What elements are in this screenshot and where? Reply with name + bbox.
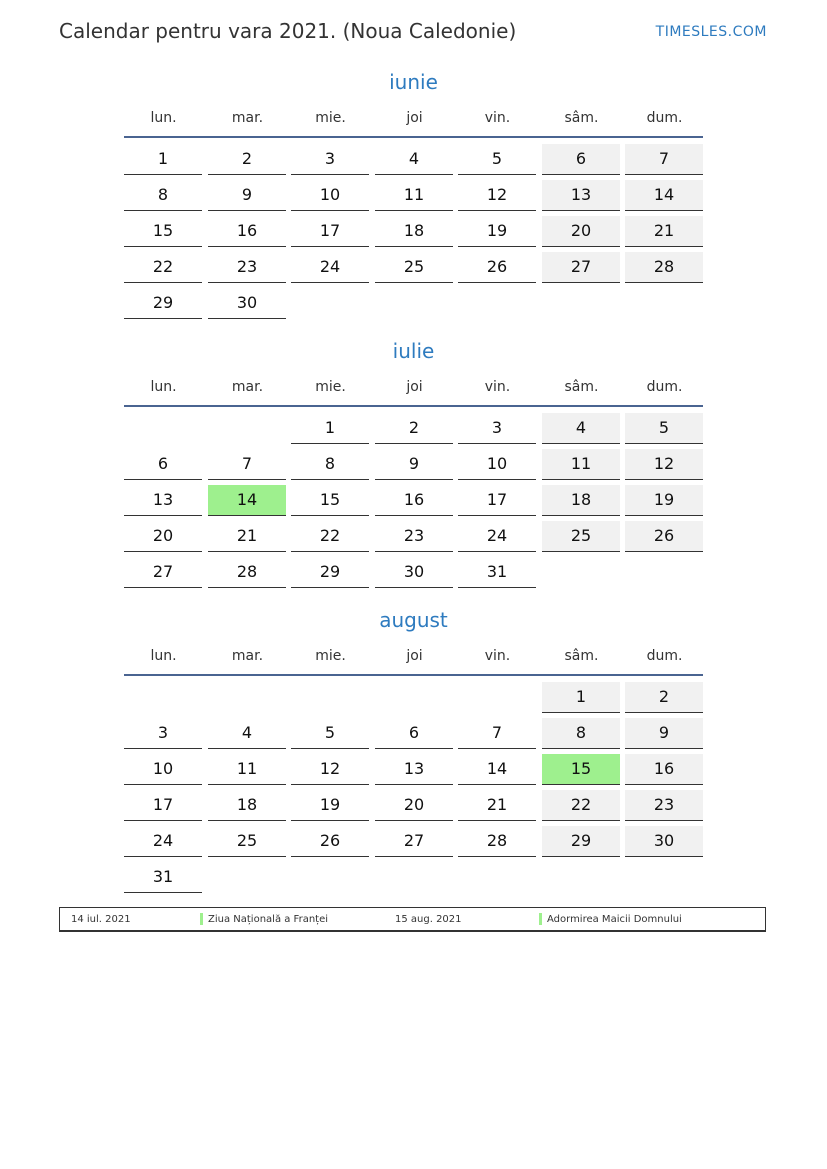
day-cell: 9 xyxy=(625,718,703,749)
legend-holiday-name: Adormirea Maicii Domnului xyxy=(547,914,682,925)
day-cell: 7 xyxy=(625,144,703,175)
day-cell: 16 xyxy=(208,216,286,247)
day-cell: 6 xyxy=(375,718,453,749)
day-cell: 30 xyxy=(208,288,286,319)
weekday-label: dum. xyxy=(646,110,683,126)
day-cell: 18 xyxy=(375,216,453,247)
weekday-label: dum. xyxy=(646,379,683,395)
legend-date: 14 iul. 2021 xyxy=(71,914,131,925)
day-cell: 23 xyxy=(208,252,286,283)
day-cell: 28 xyxy=(208,557,286,588)
day-cell: 5 xyxy=(291,718,369,749)
legend-color-swatch xyxy=(539,913,542,925)
day-cell: 21 xyxy=(625,216,703,247)
day-cell: 29 xyxy=(291,557,369,588)
day-cell: 26 xyxy=(458,252,536,283)
legend-holiday-name: Ziua Națională a Franței xyxy=(208,914,329,925)
day-cell: 8 xyxy=(542,718,620,749)
day-cell: 17 xyxy=(291,216,369,247)
day-cell: 1 xyxy=(542,682,620,713)
holiday-legend xyxy=(59,907,766,932)
weekday-label: vin. xyxy=(484,648,511,664)
weekday-label: sâm. xyxy=(564,379,599,395)
day-cell: 12 xyxy=(291,754,369,785)
day-cell: 18 xyxy=(542,485,620,516)
day-cell: 23 xyxy=(375,521,453,552)
weekday-label: joi xyxy=(406,648,423,664)
day-cell: 24 xyxy=(124,826,202,857)
weekday-label: mie. xyxy=(315,379,346,395)
month-title: august xyxy=(379,608,448,632)
day-cell: 13 xyxy=(542,180,620,211)
weekday-label: sâm. xyxy=(564,110,599,126)
weekday-label: vin. xyxy=(484,110,511,126)
day-cell: 13 xyxy=(124,485,202,516)
weekday-label: joi xyxy=(406,110,423,126)
day-cell: 9 xyxy=(208,180,286,211)
day-cell: 16 xyxy=(375,485,453,516)
day-cell: 24 xyxy=(458,521,536,552)
weekday-label: mie. xyxy=(315,110,346,126)
day-cell: 29 xyxy=(124,288,202,319)
day-cell: 22 xyxy=(291,521,369,552)
day-cell: 26 xyxy=(625,521,703,552)
day-cell: 30 xyxy=(625,826,703,857)
day-cell: 14 xyxy=(458,754,536,785)
month-title: iunie xyxy=(389,70,438,94)
day-cell: 20 xyxy=(375,790,453,821)
day-cell: 2 xyxy=(625,682,703,713)
day-cell: 28 xyxy=(458,826,536,857)
weekday-label: lun. xyxy=(150,110,177,126)
day-cell: 14 xyxy=(625,180,703,211)
weekday-label: lun. xyxy=(150,648,177,664)
day-cell: 11 xyxy=(542,449,620,480)
brand-link[interactable]: TIMESLES.COM xyxy=(655,24,767,40)
day-cell: 5 xyxy=(458,144,536,175)
day-cell: 13 xyxy=(375,754,453,785)
day-cell: 3 xyxy=(291,144,369,175)
day-cell: 2 xyxy=(208,144,286,175)
day-cell: 24 xyxy=(291,252,369,283)
day-cell: 27 xyxy=(124,557,202,588)
day-cell: 22 xyxy=(124,252,202,283)
header-divider xyxy=(124,674,703,676)
day-cell: 3 xyxy=(124,718,202,749)
day-cell: 12 xyxy=(458,180,536,211)
legend-date: 15 aug. 2021 xyxy=(395,914,462,925)
weekday-label: vin. xyxy=(484,379,511,395)
day-cell: 25 xyxy=(208,826,286,857)
month-title: iulie xyxy=(392,339,435,363)
day-cell: 10 xyxy=(124,754,202,785)
day-cell: 21 xyxy=(208,521,286,552)
day-cell: 25 xyxy=(375,252,453,283)
day-cell: 11 xyxy=(208,754,286,785)
day-cell: 12 xyxy=(625,449,703,480)
weekday-label: joi xyxy=(406,379,423,395)
day-cell: 18 xyxy=(208,790,286,821)
day-cell: 4 xyxy=(542,413,620,444)
day-cell: 30 xyxy=(375,557,453,588)
day-cell: 20 xyxy=(542,216,620,247)
day-cell: 2 xyxy=(375,413,453,444)
weekday-label: mie. xyxy=(315,648,346,664)
day-cell: 11 xyxy=(375,180,453,211)
day-cell: 7 xyxy=(458,718,536,749)
header-divider xyxy=(124,136,703,138)
weekday-label: mar. xyxy=(231,648,264,664)
day-cell: 4 xyxy=(375,144,453,175)
day-cell: 19 xyxy=(291,790,369,821)
day-cell: 27 xyxy=(542,252,620,283)
day-cell: 6 xyxy=(124,449,202,480)
day-cell: 15 xyxy=(291,485,369,516)
weekday-label: mar. xyxy=(231,379,264,395)
day-cell: 23 xyxy=(625,790,703,821)
day-cell: 26 xyxy=(291,826,369,857)
day-cell: 29 xyxy=(542,826,620,857)
day-cell: 3 xyxy=(458,413,536,444)
day-cell: 27 xyxy=(375,826,453,857)
day-cell: 7 xyxy=(208,449,286,480)
weekday-label: sâm. xyxy=(564,648,599,664)
legend-color-swatch xyxy=(200,913,203,925)
day-cell: 19 xyxy=(458,216,536,247)
day-cell: 22 xyxy=(542,790,620,821)
day-cell: 28 xyxy=(625,252,703,283)
holiday-day-cell: 14 xyxy=(208,485,286,516)
header-divider xyxy=(124,405,703,407)
day-cell: 19 xyxy=(625,485,703,516)
day-cell: 16 xyxy=(625,754,703,785)
day-cell: 21 xyxy=(458,790,536,821)
day-cell: 1 xyxy=(124,144,202,175)
day-cell: 8 xyxy=(291,449,369,480)
day-cell: 31 xyxy=(458,557,536,588)
day-cell: 15 xyxy=(124,216,202,247)
day-cell: 10 xyxy=(458,449,536,480)
day-cell: 17 xyxy=(458,485,536,516)
day-cell: 6 xyxy=(542,144,620,175)
day-cell: 4 xyxy=(208,718,286,749)
day-cell: 1 xyxy=(291,413,369,444)
day-cell: 5 xyxy=(625,413,703,444)
day-cell: 31 xyxy=(124,862,202,893)
weekday-label: mar. xyxy=(231,110,264,126)
page-title: Calendar pentru vara 2021. (Noua Caledonie) xyxy=(59,19,517,43)
day-cell: 9 xyxy=(375,449,453,480)
day-cell: 10 xyxy=(291,180,369,211)
day-cell: 8 xyxy=(124,180,202,211)
holiday-day-cell: 15 xyxy=(542,754,620,785)
day-cell: 17 xyxy=(124,790,202,821)
weekday-label: dum. xyxy=(646,648,683,664)
weekday-label: lun. xyxy=(150,379,177,395)
day-cell: 20 xyxy=(124,521,202,552)
day-cell: 25 xyxy=(542,521,620,552)
